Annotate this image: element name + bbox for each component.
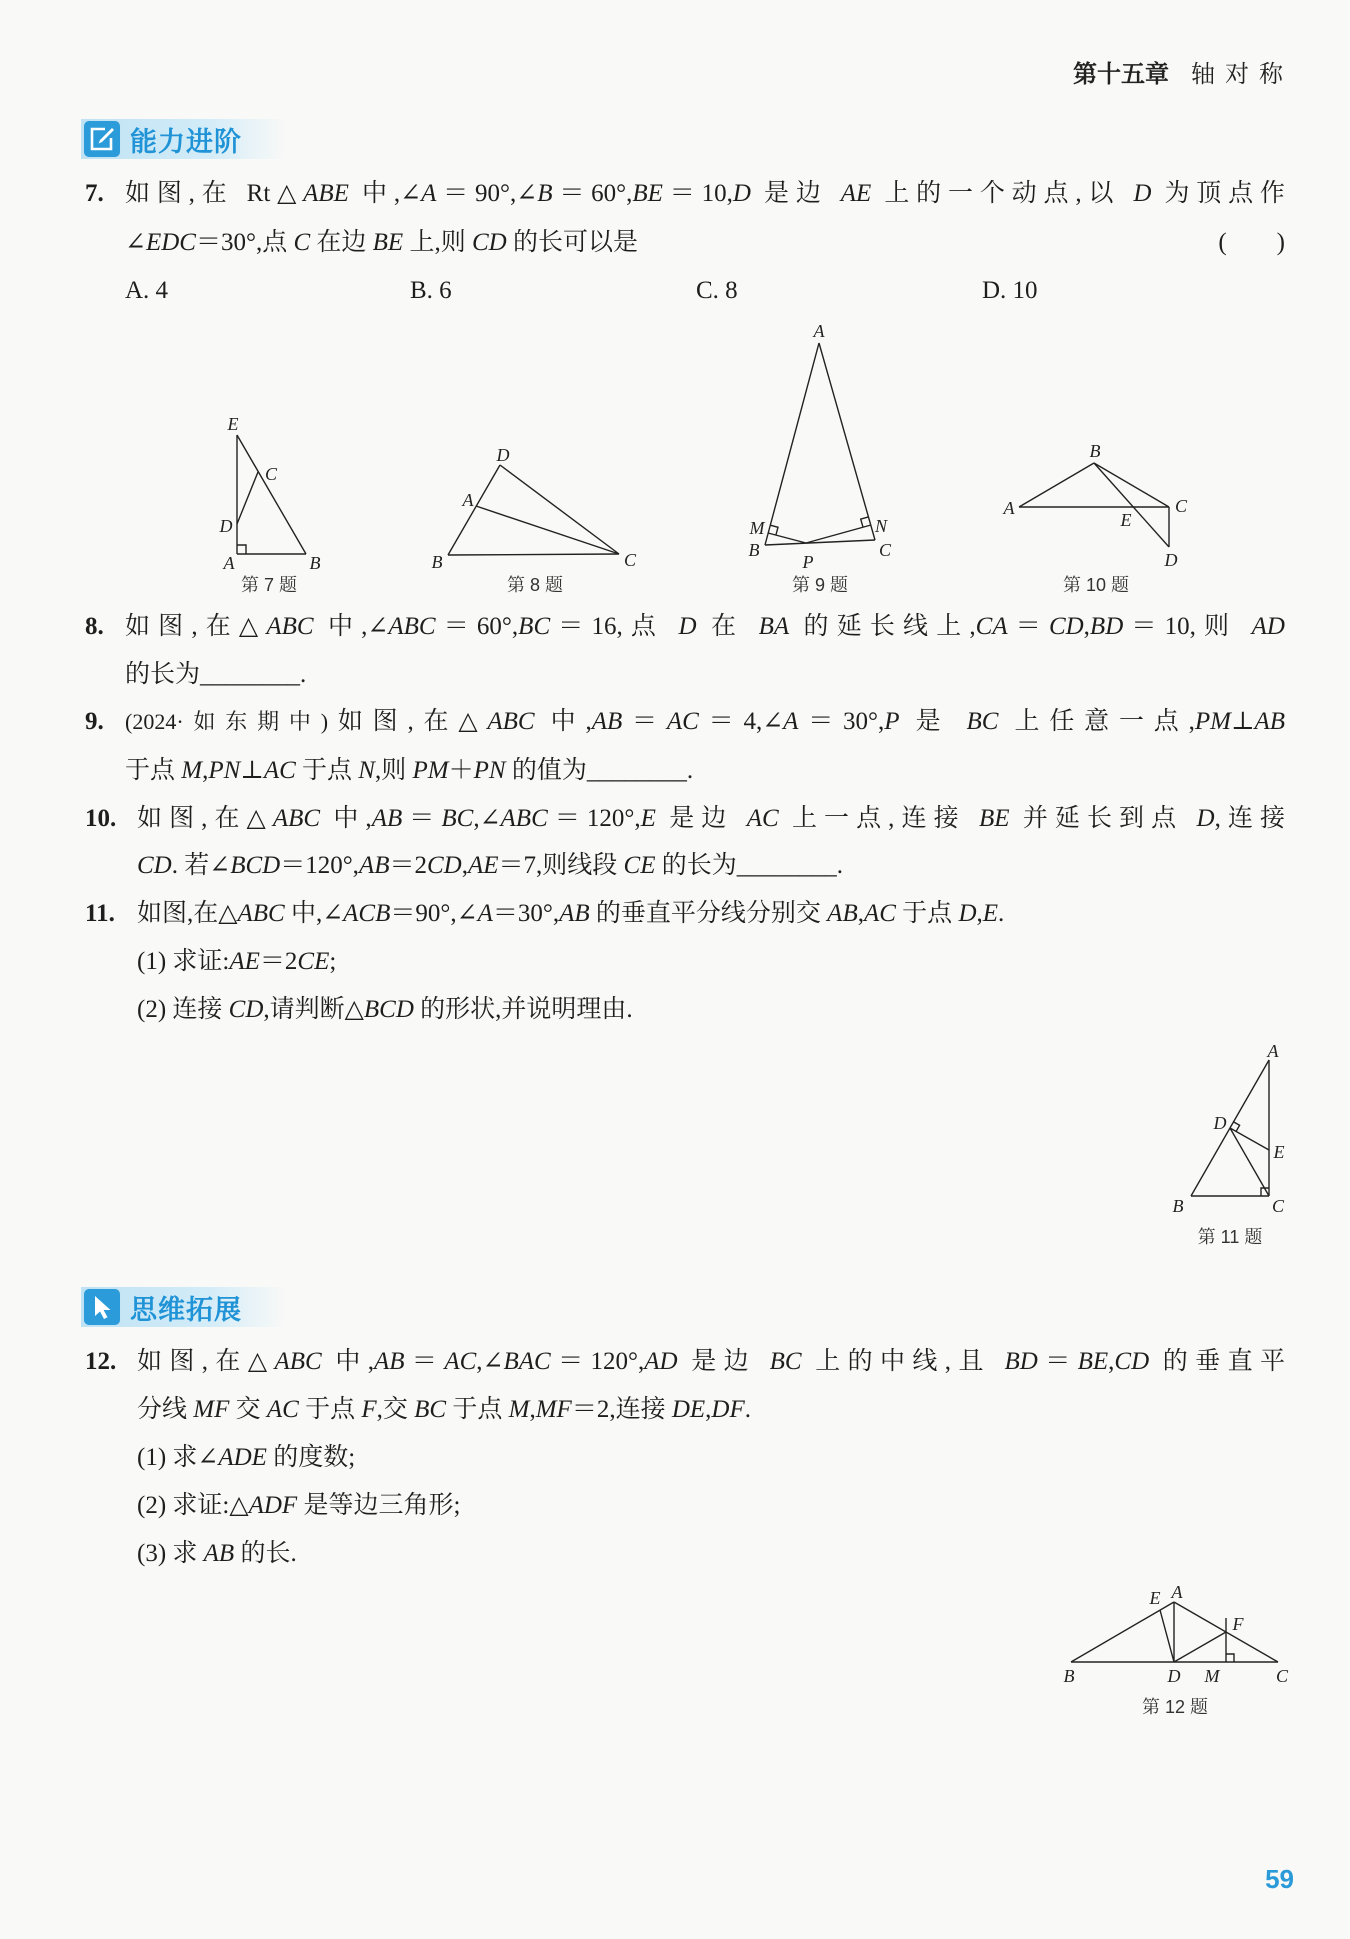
figure-7 (219, 414, 321, 595)
math-variable: ADE (218, 1444, 267, 1471)
math-variable: AE (229, 948, 260, 975)
segment-bc (1094, 463, 1169, 507)
section-title: 能力进阶 (130, 126, 242, 157)
figure-caption: 第 11 题 (1197, 1227, 1263, 1247)
figure-12 (1064, 1582, 1289, 1717)
point-label-d: D (1213, 1113, 1227, 1133)
point-label-a: A (1171, 1582, 1183, 1602)
math-variable: BC (518, 613, 551, 640)
point-label-b: B (1089, 441, 1101, 461)
figure-10 (1003, 441, 1188, 595)
math-variable: M (181, 757, 203, 784)
math-variable: BD (1089, 613, 1124, 640)
problem-8-line-2: 的长为________. (125, 661, 307, 688)
point-label-e: E (1273, 1142, 1285, 1162)
math-variable: B (537, 180, 553, 207)
segment-df (1174, 1632, 1226, 1662)
right-angle-mark (237, 545, 246, 554)
math-variable: P (884, 708, 900, 735)
chapter-title: 轴 对 称 (1191, 62, 1285, 88)
segment-dc (237, 472, 258, 524)
right-angle-mark (861, 517, 869, 527)
problem-9-text: 如图,在△ABC 中,AB＝AC＝4,∠A＝30°,P 是 BC 上任意一点,PM⊥AB (328, 708, 1285, 735)
math-variable: ADF (248, 1492, 298, 1519)
math-variable: BC (414, 1396, 447, 1423)
figure-9 (749, 321, 892, 595)
math-variable: BCD (363, 996, 414, 1023)
option-c: C. 8 (696, 277, 738, 304)
segment-ac (476, 506, 619, 554)
point-label-c: C (1275, 1666, 1289, 1686)
segment-pn (806, 525, 871, 543)
point-label-b: B (1172, 1196, 1184, 1216)
point-label-b: B (309, 553, 321, 573)
section-banner-thinking (81, 1287, 286, 1327)
math-variable: AC (666, 708, 699, 735)
math-variable: AC (863, 900, 896, 927)
math-variable: D (732, 180, 751, 207)
math-variable: MF (193, 1396, 230, 1423)
segment-ab (1019, 463, 1094, 507)
segment-de (1160, 1610, 1174, 1662)
figure-8 (432, 445, 637, 595)
problem-12-part-1: (1) 求∠ADE 的度数; (137, 1444, 356, 1471)
math-variable: BE (372, 229, 404, 256)
math-variable: AB (203, 1540, 235, 1567)
figure-caption: 第 8 题 (506, 575, 564, 595)
math-variable: A (421, 180, 437, 207)
chapter-number: 第十五章 (1073, 61, 1169, 88)
point-label-c: C (623, 550, 637, 570)
point-label-c: C (1271, 1196, 1285, 1216)
segment-dc (1230, 1128, 1269, 1196)
option-b: B. 6 (410, 277, 452, 304)
point-label-d: D (219, 516, 233, 536)
math-variable: CA (975, 613, 1008, 640)
figure-caption: 第 7 题 (240, 575, 298, 595)
math-variable: N (358, 757, 375, 784)
answer-bracket: ( ) (1218, 229, 1285, 256)
point-label-d: D (1164, 550, 1178, 570)
math-variable: PN (473, 757, 506, 784)
math-variable: CD (1048, 613, 1084, 640)
problem-number: 12. (85, 1348, 117, 1375)
section-banner-ability (81, 119, 286, 159)
right-angle-mark (1234, 1122, 1240, 1132)
point-label-d: D (1167, 1666, 1181, 1686)
math-variable: D (958, 900, 977, 927)
figure-caption: 第 12 题 (1141, 1697, 1209, 1717)
problem-number: 10. (85, 805, 117, 832)
math-variable: AE (840, 180, 872, 207)
math-variable: D (678, 613, 697, 640)
math-variable: AB (827, 900, 858, 927)
math-variable: BE (978, 805, 1010, 832)
problem-source: (2024·如东期中) (125, 709, 329, 734)
segment-bd (1094, 463, 1169, 547)
point-label-p: P (802, 552, 814, 572)
math-variable: CE (623, 852, 656, 879)
math-variable: AC (263, 757, 296, 784)
segment-dc (500, 465, 619, 554)
math-variable: EDC (145, 229, 196, 256)
problem-12-line-1: 如图,在△ABC 中,AB＝AC,∠BAC＝120°,AD 是边 BC 上的中线,且 BD＝BE,CD 的垂直平 (137, 1348, 1285, 1375)
segment-be (237, 435, 306, 554)
math-variable: PM (1194, 708, 1231, 735)
problem-9-line-1 (125, 707, 1285, 737)
math-variable: F (361, 1396, 377, 1423)
point-label-b: B (431, 552, 443, 572)
math-variable: AD (1251, 613, 1285, 640)
math-variable: BA (758, 613, 790, 640)
point-label-e: E (227, 414, 239, 434)
math-variable: D (1196, 805, 1215, 832)
math-variable: C (293, 229, 311, 256)
math-variable: D (1133, 180, 1152, 207)
math-variable: ABE (303, 180, 349, 207)
option-a: A. 4 (125, 277, 169, 304)
math-variable: BAC (503, 1348, 551, 1375)
problem-12-part-2: (2) 求证:△ADF 是等边三角形; (137, 1492, 461, 1519)
problem-8-line-1: 如图,在△ABC 中,∠ABC＝60°,BC＝16,点 D 在 BA 的延长线上,CA＝CD,BD＝10,则 AD (125, 613, 1285, 640)
pointer-icon (84, 1289, 120, 1325)
math-variable: ABC (487, 708, 535, 735)
point-label-b: B (748, 540, 760, 560)
problem-9-line-2: 于点 M,PN⊥AC 于点 N,则 PM＋PN 的值为________. (125, 757, 694, 784)
problem-11-part-2: (2) 连接 CD,请判断△BCD 的形状,并说明理由. (137, 996, 633, 1023)
segment-ac (1174, 1602, 1278, 1662)
math-variable: E (640, 805, 656, 832)
math-variable: BC (966, 708, 999, 735)
point-label-a: A (1003, 498, 1015, 518)
segment-ac (819, 343, 875, 540)
segment-ba (1071, 1602, 1174, 1662)
figure-caption: 第 9 题 (791, 575, 849, 595)
problem-10-line-1: 如图,在△ABC 中,AB＝BC,∠ABC＝120°,E 是边 AC 上一点,连接 BE 并延长到点 D,连接 (137, 805, 1285, 832)
math-variable: AC (266, 1396, 299, 1423)
problem-7-line-1: 如图,在 Rt△ABE 中,∠A＝90°,∠B＝60°,BE＝10,D 是边 AE 上的一个动点,以 D 为顶点作 (125, 180, 1285, 207)
math-variable: CD (427, 852, 462, 879)
problem-number: 9. (85, 708, 104, 735)
math-variable: ACB (343, 900, 391, 927)
math-variable: AD (644, 1348, 678, 1375)
math-variable: PN (208, 757, 241, 784)
point-label-d: D (496, 445, 510, 465)
page-number: 59 (1265, 1864, 1294, 1894)
math-variable: CD (137, 852, 172, 879)
math-variable: AB (373, 1348, 405, 1375)
problem-number: 7. (85, 180, 104, 207)
math-variable: ABC (237, 900, 285, 927)
segment-ab (765, 343, 819, 545)
point-label-b: B (1063, 1666, 1075, 1686)
math-variable: BE (632, 180, 663, 207)
segment-bd (448, 465, 500, 555)
problem-number: 11. (85, 900, 115, 927)
problem-11-line-1: 如图,在△ABC 中,∠ACB＝90°,∠A＝30°,AB 的垂直平分线分别交 AB,AC 于点 D,E. (137, 900, 1005, 927)
math-variable: ABC (266, 613, 314, 640)
math-variable: CD (228, 996, 264, 1023)
math-variable: BCD (230, 852, 281, 879)
math-variable: BE (1077, 1348, 1109, 1375)
math-variable: A (783, 708, 799, 735)
math-variable: AB (358, 852, 390, 879)
point-label-n: N (874, 516, 888, 536)
math-variable: AB (591, 708, 623, 735)
math-variable: M (508, 1396, 530, 1423)
right-angle-mark (770, 525, 778, 535)
problem-12-line-2: 分线 MF 交 AC 于点 F,交 BC 于点 M,MF＝2,连接 DE,DF. (137, 1396, 751, 1423)
segment-bc (765, 540, 875, 545)
segment-bc (448, 554, 619, 555)
pencil-icon (84, 121, 120, 157)
math-variable: AC (444, 1348, 477, 1375)
point-label-a: A (223, 553, 235, 573)
point-label-e: E (1120, 510, 1132, 530)
math-variable: AE (467, 852, 499, 879)
point-label-a: A (462, 490, 474, 510)
math-variable: ABC (500, 805, 548, 832)
problem-12-part-3: (3) 求 AB 的长. (137, 1540, 297, 1567)
figure-11 (1173, 1041, 1285, 1247)
problem-10-line-2: CD. 若∠BCD＝120°,AB＝2CD,AE＝7,则线段 CE 的长为________. (137, 852, 844, 879)
math-variable: PM (412, 757, 449, 784)
point-label-m: M (1204, 1666, 1220, 1686)
math-variable: ABC (274, 1348, 322, 1375)
point-label-c: C (264, 464, 278, 484)
point-label-m: M (749, 518, 765, 538)
math-variable: DF (711, 1396, 745, 1423)
point-label-c: C (878, 540, 892, 560)
math-variable: BC (441, 805, 474, 832)
math-variable: DE (671, 1396, 706, 1423)
figure-caption: 第 10 题 (1062, 575, 1130, 595)
point-label-f: F (1232, 1614, 1244, 1634)
point-label-c: C (1174, 496, 1188, 516)
math-variable: BC (769, 1348, 802, 1375)
option-d: D. 10 (982, 277, 1038, 304)
point-label-a: A (1267, 1041, 1279, 1061)
chapter-header (1073, 60, 1285, 90)
segment-pm (768, 533, 806, 543)
math-variable: MF (535, 1396, 572, 1423)
math-variable: CD (1114, 1348, 1150, 1375)
point-label-e: E (1149, 1588, 1161, 1608)
right-angle-mark (1261, 1188, 1269, 1196)
math-variable: BD (1004, 1348, 1038, 1375)
problem-11-part-1: (1) 求证:AE＝2CE; (137, 948, 337, 975)
right-angle-mark (1226, 1654, 1234, 1662)
segment-de (1230, 1128, 1269, 1150)
math-variable: AB (371, 805, 403, 832)
section-title: 思维拓展 (130, 1294, 242, 1325)
math-variable: AB (1254, 708, 1285, 735)
math-variable: A (477, 900, 493, 927)
math-variable: ABC (388, 613, 436, 640)
math-variable: CD (471, 229, 507, 256)
math-variable: CE (297, 948, 330, 975)
problem-7-line-2: ∠EDC＝30°,点 C 在边 BE 上,则 CD 的长可以是 (125, 229, 638, 256)
math-variable: AB (559, 900, 590, 927)
point-label-a: A (813, 321, 825, 341)
math-variable: E (982, 900, 999, 927)
math-variable: ABC (272, 805, 321, 832)
problem-number: 8. (85, 613, 104, 640)
segment-ab (1191, 1060, 1269, 1196)
math-variable: AC (746, 805, 779, 832)
